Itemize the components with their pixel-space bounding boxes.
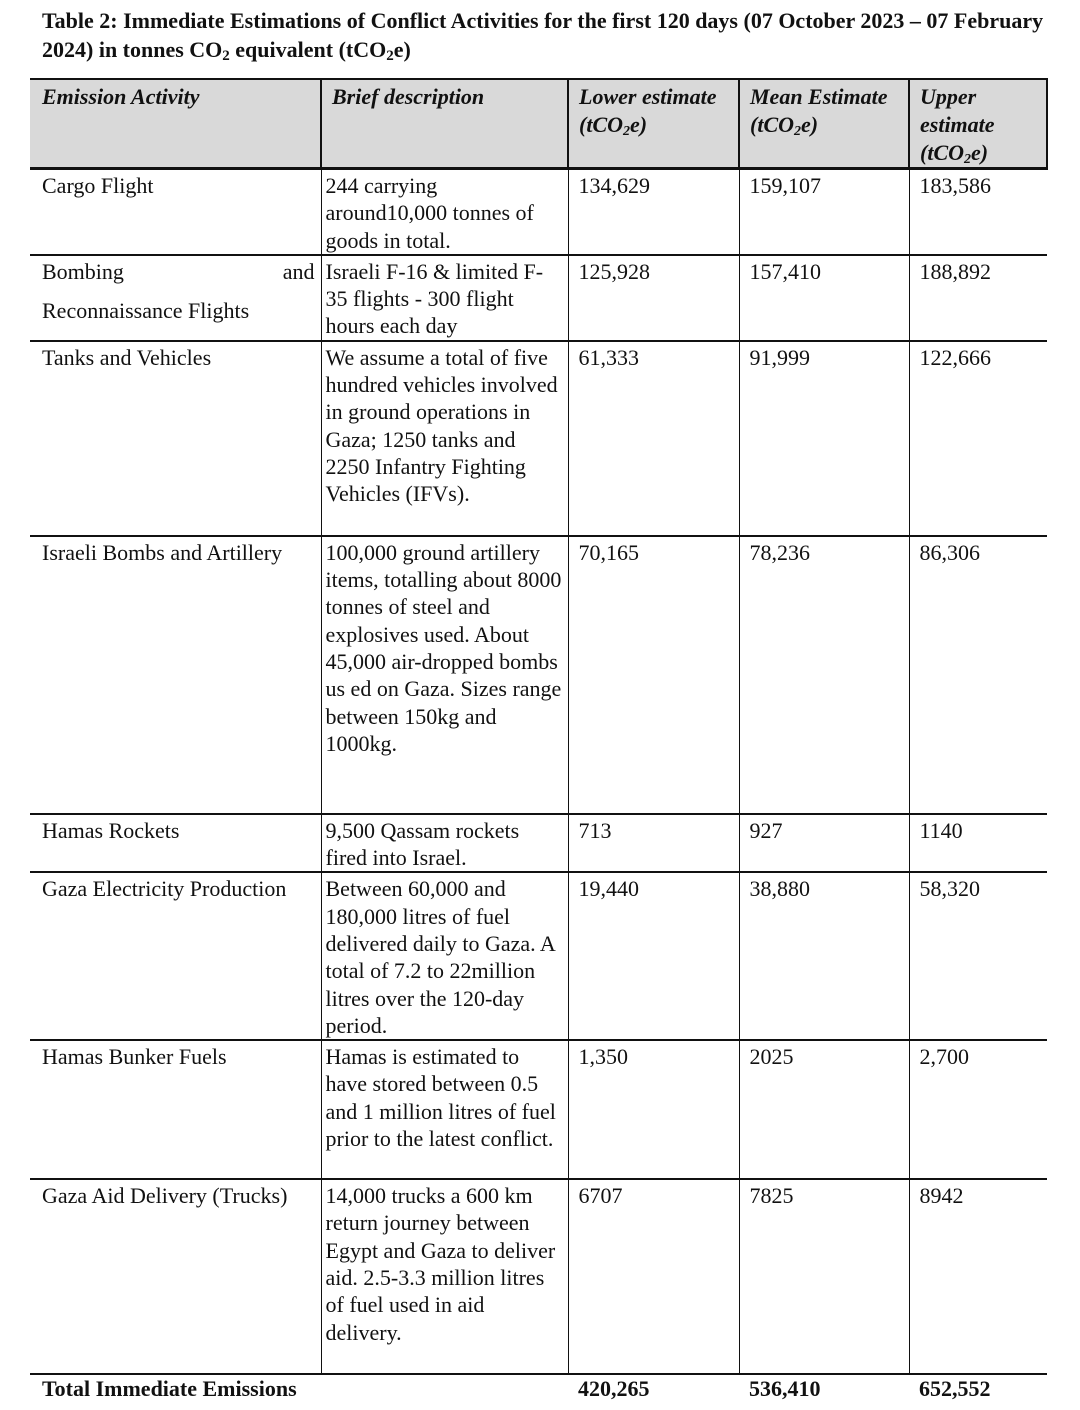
table-row [30,872,1047,1040]
row-description: 100,000 ground artillery items, totalling about 8000 tonnes of steel and explosives used. About 45,000 air-dropped bombs us ed on Gaza. Sizes range between 150kg and 1000kg. [321,536,568,814]
table-title: Table 2: Immediate Estimations of Conflict Activities for the first 120 days (07 October 2023 – 07 February 2024) in tonnes $CO_2$ equivalent (tCO$_2$e) [42,8,1044,64]
total-upper: 652,552 [909,1374,1047,1410]
row-activity: Gaza Electricity Production [30,872,321,1040]
row-mean: 159,107 [739,169,909,255]
row-description: Hamas is estimated to have stored between 0.5 and 1 million litres of fuel prior to the latest conflict. [321,1040,568,1179]
row-description: Between 60,000 and 180,000 litres of fuel delivered daily to Gaza. A total of 7.2 to 22million litres over the 120-day period. [321,872,568,1040]
row-mean: 38,880 [739,872,909,1040]
row-upper: 183,586 [909,169,1047,255]
table-row [30,255,1047,341]
table-row [30,341,1047,536]
header-activity: Emission Activity [30,79,321,169]
row-mean: 927 [739,814,909,873]
row-description: 9,500 Qassam rockets fired into Israel. [321,814,568,873]
table-row [30,169,1047,255]
header-row [30,79,1047,169]
row-description: 14,000 trucks a 600 km return journey between Egypt and Gaza to deliver aid. 2.5-3.3 million litres of fuel used in aid delivery. [321,1179,568,1374]
header-lower: Lower estimate (tCO$_2$e) [568,79,739,169]
row-mean: 7825 [739,1179,909,1374]
total-mean: 536,410 [739,1374,909,1410]
header-description: Brief description [321,79,568,169]
row-mean: 157,410 [739,255,909,341]
row-activity: Cargo Flight [30,169,321,255]
row-lower: 125,928 [568,255,739,341]
total-label: Total Immediate Emissions [30,1374,321,1410]
row-description: 244 carrying around10,000 tonnes of goods in total. [321,169,568,255]
row-upper: 2,700 [909,1040,1047,1179]
row-lower: 713 [568,814,739,873]
row-lower: 134,629 [568,169,739,255]
row-activity: Hamas Bunker Fuels [30,1040,321,1179]
header-mean: Mean Estimate (tCO$_2$e) [739,79,909,169]
row-lower: 70,165 [568,536,739,814]
total-row [30,1374,1047,1410]
row-lower: 6707 [568,1179,739,1374]
row-mean: 2025 [739,1040,909,1179]
row-upper: 1140 [909,814,1047,873]
row-upper: 8942 [909,1179,1047,1374]
row-activity: Bombing and Reconnaissance Flights [30,255,321,341]
row-activity: Tanks and Vehicles [30,341,321,536]
row-lower: 1,350 [568,1040,739,1179]
row-mean: 78,236 [739,536,909,814]
table-row [30,1040,1047,1179]
total-description [321,1374,568,1410]
row-description: We assume a total of five hundred vehicles involved in ground operations in Gaza; 1250 tanks and 2250 Infantry Fighting Vehicles (IFVs). [321,341,568,536]
row-upper: 58,320 [909,872,1047,1040]
row-upper: 122,666 [909,341,1047,536]
row-activity: Hamas Rockets [30,814,321,873]
row-lower: 19,440 [568,872,739,1040]
table-row [30,1179,1047,1374]
row-description: Israeli F-16 & limited F-35 flights - 300 flight hours each day [321,255,568,341]
row-lower: 61,333 [568,341,739,536]
header-upper: Upper estimate (tCO$_2$e) [909,79,1047,169]
row-mean: 91,999 [739,341,909,536]
table-row [30,536,1047,814]
row-activity: Gaza Aid Delivery (Trucks) [30,1179,321,1374]
row-upper: 188,892 [909,255,1047,341]
emissions-table [30,78,1048,1410]
table-row [30,814,1047,873]
row-upper: 86,306 [909,536,1047,814]
total-lower: 420,265 [568,1374,739,1410]
row-activity: Israeli Bombs and Artillery [30,536,321,814]
